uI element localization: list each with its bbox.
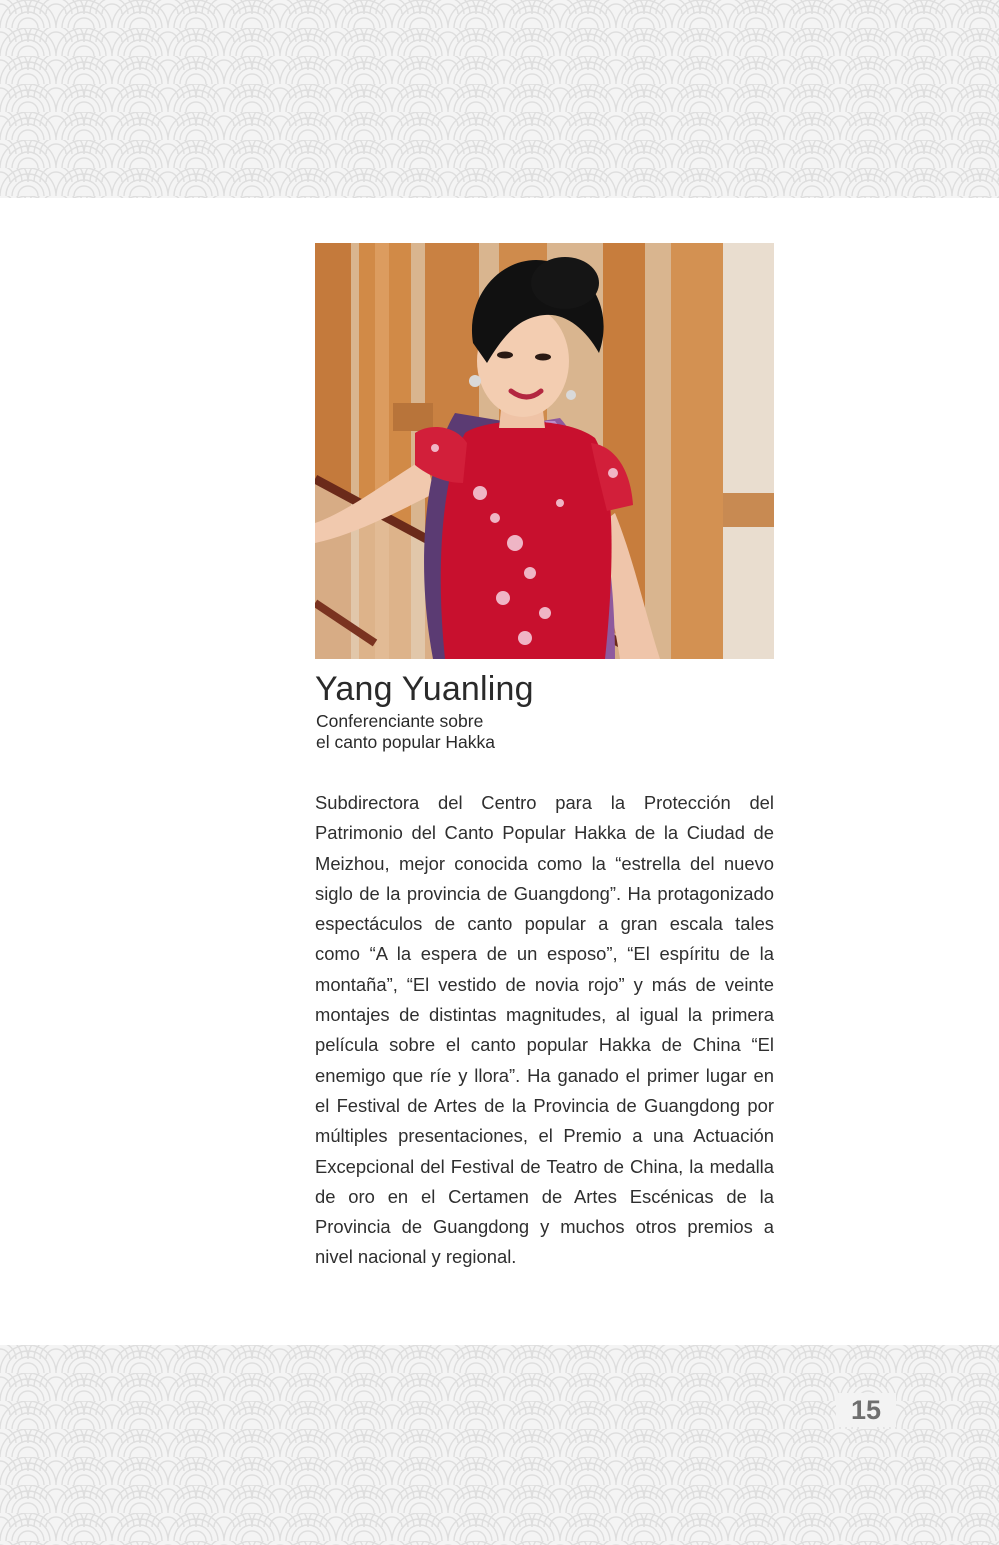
portrait-photo [315,243,774,659]
seigaiha-pattern-top [0,0,999,198]
portrait-illustration [315,243,774,659]
person-role-line-1: Conferenciante sobre [316,711,484,731]
decorative-wave-band-top [0,0,999,198]
biography-text: Subdirectora del Centro para la Protección del Patrimonio del Canto Popular Hakka de la Ciudad de Meizhou, mejor conocida como la “estrella del nuevo siglo de la provincia de Guangdong”. Ha protagonizado espectáculos de canto popular a gran escala tales como “A la espera de un esposo”, “El espíritu de la montaña”, “El vestido de novia rojo” y más de veinte montajes de distintas magnitudes, al igual la primera película sobre el canto popular Hakka de China “El enemigo que ríe y llora”. Ha ganado el primer lugar en el Festival de Artes de la Provincia de Guangdong por múltiples presentaciones, el Premio a una Actuación Excepcional del Festival de Teatro de China, la medalla de oro en el Certamen de Artes Escénicas de la Provincia de Guangdong y muchos otros premios a nivel nacional y regional. [315,792,774,1268]
seigaiha-pattern-bottom [0,1345,999,1545]
person-role-line-2: el canto popular Hakka [316,732,495,752]
page-number: 15 [836,1393,896,1427]
person-role [316,711,616,753]
decorative-wave-band-bottom [0,1345,999,1545]
person-name: Yang Yuanling [315,670,534,708]
